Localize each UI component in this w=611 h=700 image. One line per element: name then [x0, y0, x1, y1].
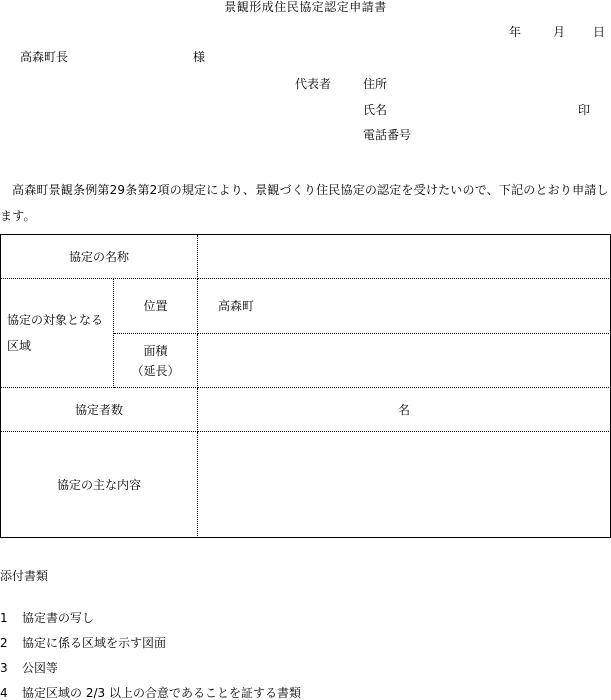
attachment-text: 協定に係る区域を示す図面: [22, 636, 167, 650]
attachment-number: 4: [0, 686, 8, 700]
attachment-number: 3: [0, 661, 8, 675]
attachment-item: [0, 636, 166, 650]
date-month-label: 月: [553, 25, 566, 39]
addressee-honorific: 様: [193, 50, 206, 64]
seal-label: 印: [578, 103, 591, 117]
agreement-name-label-cell: [1, 235, 198, 279]
location-value: 高森町: [218, 299, 255, 313]
application-statement: 高森町景観条例第29条第2項の規定により、景観づくり住民協定の認定を受けたいので、下記のとおり申請します。: [0, 183, 609, 223]
attachment-number: 1: [0, 611, 8, 625]
signers-count-value-cell[interactable]: [198, 388, 611, 432]
main-content-label-cell: [1, 432, 198, 538]
location-label-cell: [114, 279, 198, 334]
application-form-table: [0, 234, 611, 538]
attachment-item: [0, 686, 301, 700]
phone-label: 電話番号: [363, 128, 412, 142]
target-area-label: 協定の対象となる区域: [7, 313, 104, 353]
attachment-item: [0, 661, 58, 675]
signers-count-unit: 名: [397, 402, 410, 417]
agreement-name-label: 協定の名称: [68, 249, 129, 264]
representative-label: 代表者: [295, 77, 332, 91]
address-label: 住所: [363, 77, 388, 91]
area-value-cell[interactable]: [198, 334, 611, 388]
attachment-number: 2: [0, 636, 8, 650]
area-label-line2: （延長）: [131, 363, 180, 378]
target-area-label-cell: [1, 279, 114, 388]
area-label-cell: [114, 334, 198, 388]
main-content-label: 協定の主な内容: [56, 477, 141, 492]
signers-count-label: 協定者数: [74, 402, 123, 417]
attachment-text: 公図等: [22, 661, 59, 675]
date-year-label: 年: [509, 25, 522, 39]
agreement-name-value-cell[interactable]: [198, 235, 611, 279]
attachments-title: 添付書類: [0, 569, 49, 583]
attachment-item: [0, 611, 94, 625]
main-content-value-cell[interactable]: [198, 432, 611, 538]
area-label-line1: 面積: [143, 343, 168, 358]
attachment-text: 協定書の写し: [22, 611, 95, 625]
location-label: 位置: [143, 299, 168, 313]
date-day-label: 日: [593, 25, 606, 39]
attachment-text: 協定区域の 2/3 以上の合意であることを証する書類: [22, 686, 301, 700]
name-label: 氏名: [363, 103, 388, 117]
signers-count-label-cell: [1, 388, 198, 432]
addressee-mayor: 高森町長: [20, 50, 69, 64]
location-value-cell[interactable]: [198, 279, 611, 334]
document-title: 景観形成住民協定認定申請書: [224, 0, 387, 14]
